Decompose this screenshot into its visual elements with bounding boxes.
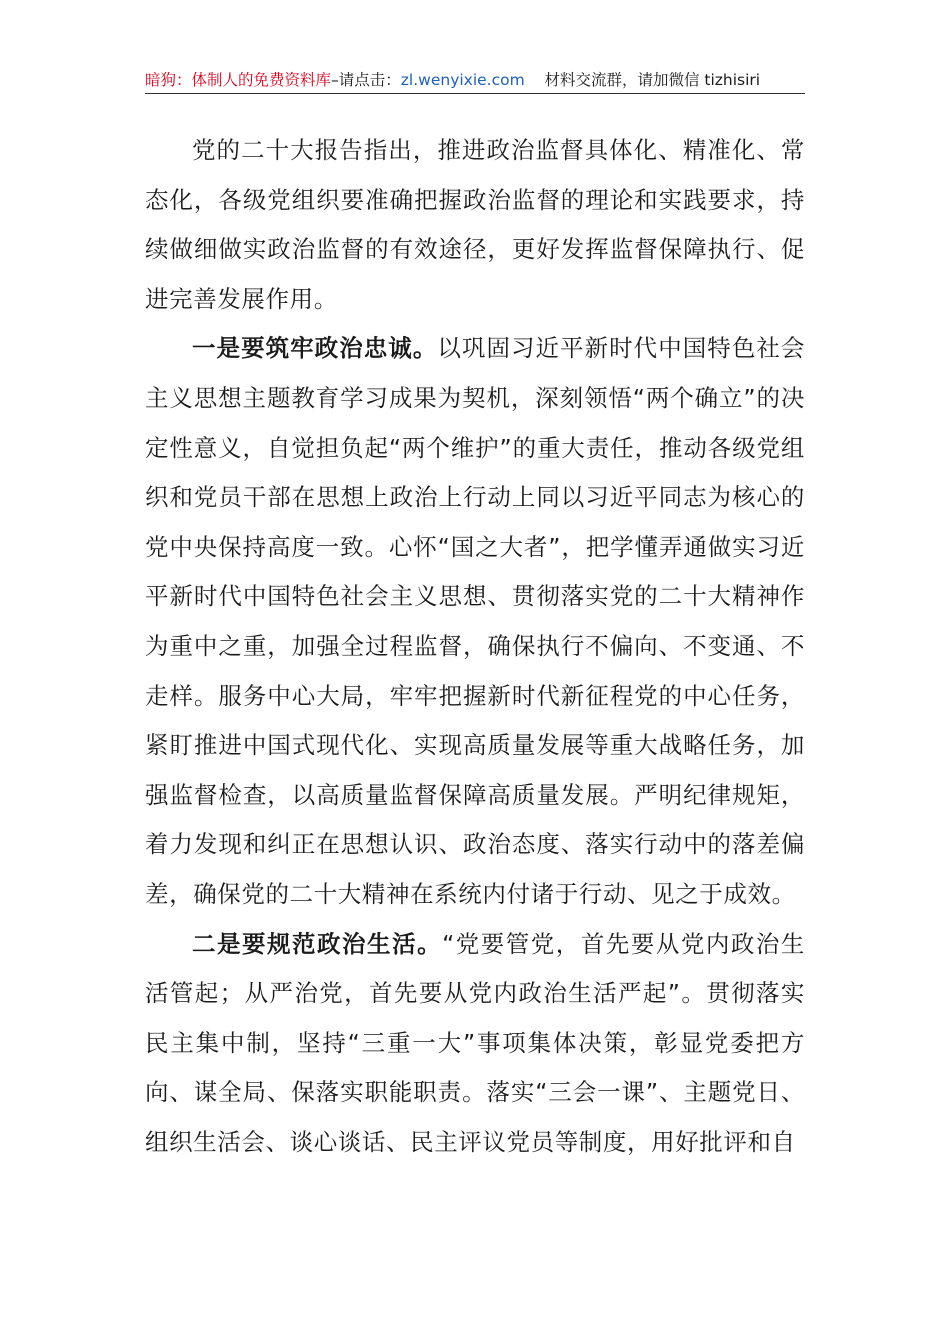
document-body <box>145 126 805 1167</box>
paragraph-text: 以巩固习近平新时代中国特色社会主义思想主题教育学习成果为契机，深刻领悟“两个确立”的决定性意义，自觉担负起“两个维护”的重大责任，推动各级党组织和党员干部在思想上政治上行动上同以习近平同志为核心的党中央保持高度一致。心怀“国之大者”，把学懂弄通做实习近平新时代中国特色社会主义思想、贯彻落实党的二十大精神作为重中之重，加强全过程监督，确保执行不偏向、不变通、不走样。服务中心大局，牢牢把握新时代新征程党的中心任务，紧盯推进中国式现代化、实现高质量发展等重大战略任务，加强监督检查，以高质量监督保障高质量发展。严明纪律规矩，着力发现和纠正在思想认识、政治态度、落实行动中的落差偏差，确保党的二十大精神在系统内付诸于行动、见之于成效。 <box>145 334 805 908</box>
header-url-link[interactable]: zl.wenyixie.com <box>400 71 525 89</box>
header-spacer <box>525 71 545 89</box>
header-divider <box>145 93 805 94</box>
paragraph-intro: 党的二十大报告指出，推进政治监督具体化、精准化、常态化，各级党组织要准确把握政治监督的理论和实践要求，持续做细做实政治监督的有效途径，更好发挥监督保障执行、促进完善发展作用。 <box>145 136 805 313</box>
paragraph-text: “党要管党，首先要从党内政治生活管起；从严治党，首先要从党内政治生活严起”。贯彻落实民主集中制，坚持“三重一大”事项集体决策，彰显党委把方向、谋全局、保落实职能职责。落实“三会一课”、主题党日、组织生活会、谈心谈话、民主评议党员等制度，用好批评和自 <box>145 929 805 1156</box>
header-click-prompt: –请点击： <box>331 71 401 89</box>
paragraph-heading: 二是要规范政治生活。 <box>192 929 443 958</box>
header-brand: 暗狗：体制人的免费资料库 <box>145 71 332 89</box>
paragraph-political-life <box>145 920 805 1168</box>
paragraph-political-loyalty <box>145 324 805 919</box>
paragraph-heading: 一是要筑牢政治忠诚。 <box>192 334 438 363</box>
page-header <box>145 68 805 92</box>
header-group-text: 材料交流群，请加微信 tizhisiri <box>544 71 761 89</box>
